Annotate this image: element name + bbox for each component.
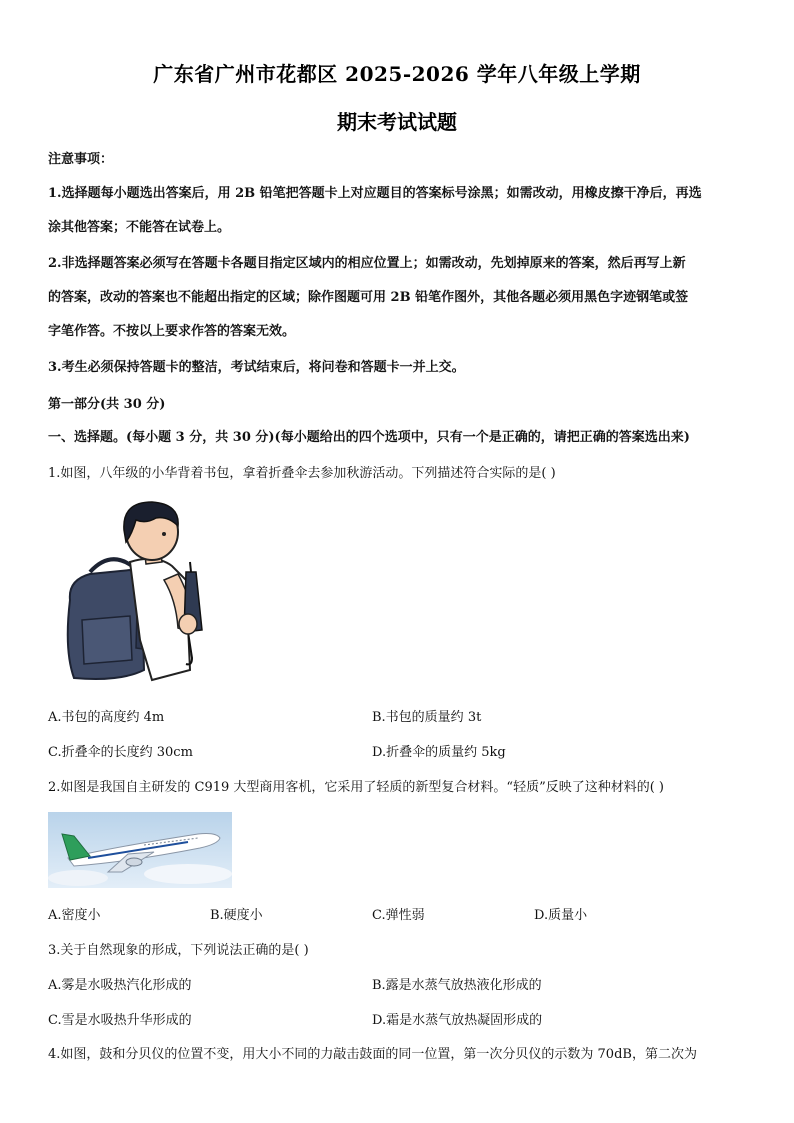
notice-heading: 注意事项：: [48, 152, 114, 167]
exam-title-line2: 期末考试试题: [337, 110, 457, 134]
question-2-option-b: B.硬度小: [210, 908, 263, 923]
notice-item-2a: 2.非选择题答案必须写在答题卡各题目指定区域内的相应位置上；如需改动，先划掉原来的答案，然后再写上新: [48, 256, 686, 271]
question-2-option-a: A.密度小: [48, 908, 101, 923]
question-1-option-c: C.折叠伞的长度约 30cm: [48, 745, 193, 760]
notice-item-2b: 的答案，改动的答案也不能超出指定的区域；除作图题可用 2B 铅笔作图外，其他各题必须用黑色字迹钢笔或签: [48, 290, 689, 305]
question-3-option-d: D.霜是水蒸气放热凝固形成的: [372, 1013, 543, 1028]
question-2-option-d: D.质量小: [534, 908, 588, 923]
question-3-option-c: C.雪是水吸热升华形成的: [48, 1013, 192, 1028]
part-title: 第一部分(共 30 分): [48, 397, 166, 412]
c919-airliner-photo: [48, 812, 232, 888]
question-2-option-c: C.弹性弱: [372, 908, 425, 923]
question-3-option-b: B.露是水蒸气放热液化形成的: [372, 978, 542, 993]
student-backpack-umbrella-illustration: [60, 500, 220, 685]
question-1-option-d: D.折叠伞的质量约 5kg: [372, 745, 506, 760]
notice-item-3: 3.考生必须保持答题卡的整洁，考试结束后，将问卷和答题卡一并上交。: [48, 360, 465, 375]
question-2-stem: 2.如图是我国自主研发的 C919 大型商用客机，它采用了轻质的新型复合材料。“轻质”反映了这种材料的( ): [48, 780, 664, 795]
notice-item-1b: 涂其他答案；不能答在试卷上。: [48, 220, 231, 235]
notice-item-2c: 字笔作答。不按以上要求作答的答案无效。: [48, 324, 296, 339]
question-3-stem: 3.关于自然现象的形成，下列说法正确的是( ): [48, 943, 309, 958]
question-1-stem: 1.如图，八年级的小华背着书包，拿着折叠伞去参加秋游活动。下列描述符合实际的是( ): [48, 466, 556, 481]
question-3-option-a: A.雾是水吸热汽化形成的: [48, 978, 192, 993]
question-4-stem: 4.如图，鼓和分贝仪的位置不变，用大小不同的力敲击鼓面的同一位置，第一次分贝仪的示数为 70dB，第二次为: [48, 1047, 697, 1062]
exam-title-line1: 广东省广州市花都区 2025-2026 学年八年级上学期: [153, 62, 641, 86]
question-1-option-a: A.书包的高度约 4m: [48, 710, 165, 725]
question-1-option-b: B.书包的质量约 3t: [372, 710, 482, 725]
notice-item-1a: 1.选择题每小题选出答案后，用 2B 铅笔把答题卡上对应题目的答案标号涂黑；如需改动，用橡皮擦干净后，再选: [48, 186, 702, 201]
section-instruction: 一、选择题。(每小题 3 分，共 30 分)(每小题给出的四个选项中，只有一个是正确的，请把正确的答案选出来): [48, 430, 690, 445]
